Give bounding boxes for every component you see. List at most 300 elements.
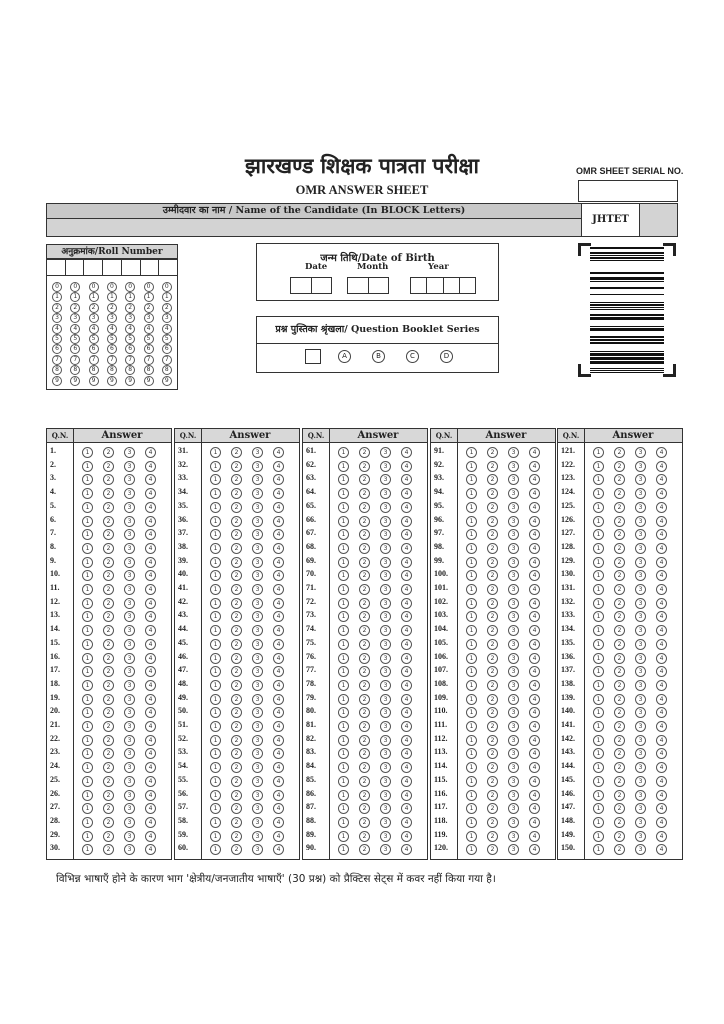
answer-bubble[interactable]: 3 [380,762,391,773]
answer-bubble[interactable]: 2 [487,502,498,513]
answer-bubble[interactable]: 3 [635,584,646,595]
answer-bubble[interactable]: 1 [338,557,349,568]
answer-bubble[interactable]: 4 [273,625,284,636]
answer-bubble[interactable]: 1 [210,680,221,691]
answer-bubble[interactable]: 2 [103,748,114,759]
answer-bubble[interactable]: 1 [338,721,349,732]
answer-bubble[interactable]: 4 [401,790,412,801]
answer-bubble[interactable]: 4 [656,694,667,705]
answer-bubble[interactable]: 4 [529,831,540,842]
answer-bubble[interactable]: 1 [82,557,93,568]
answer-bubble[interactable]: 3 [252,748,263,759]
roll-bubble[interactable]: 2 [144,303,154,313]
roll-bubble[interactable]: 2 [70,303,80,313]
answer-bubble[interactable]: 3 [380,653,391,664]
roll-bubble[interactable]: 3 [162,313,172,323]
answer-bubble[interactable]: 1 [82,625,93,636]
answer-bubble[interactable]: 4 [529,625,540,636]
answer-bubble[interactable]: 1 [82,776,93,787]
answer-bubble[interactable]: 3 [635,598,646,609]
answer-bubble[interactable]: 4 [145,502,156,513]
roll-bubble[interactable]: 8 [89,365,99,375]
answer-bubble[interactable]: 2 [103,474,114,485]
roll-bubble[interactable]: 9 [70,376,80,386]
answer-bubble[interactable]: 3 [635,790,646,801]
answer-bubble[interactable]: 4 [145,529,156,540]
answer-bubble[interactable]: 4 [273,707,284,718]
answer-bubble[interactable]: 1 [593,817,604,828]
answer-bubble[interactable]: 1 [593,790,604,801]
answer-bubble[interactable]: 1 [82,748,93,759]
answer-bubble[interactable]: 2 [359,790,370,801]
answer-bubble[interactable]: 3 [635,707,646,718]
answer-bubble[interactable]: 3 [635,474,646,485]
answer-bubble[interactable]: 1 [466,461,477,472]
answer-bubble[interactable]: 3 [380,844,391,855]
answer-bubble[interactable]: 1 [593,611,604,622]
answer-bubble[interactable]: 2 [231,721,242,732]
answer-bubble[interactable]: 1 [593,639,604,650]
answer-bubble[interactable]: 1 [593,474,604,485]
answer-bubble[interactable]: 1 [593,762,604,773]
roll-bubble[interactable]: 1 [162,292,172,302]
answer-bubble[interactable]: 3 [635,680,646,691]
answer-bubble[interactable]: 3 [508,543,519,554]
answer-bubble[interactable]: 3 [252,694,263,705]
roll-number-grid[interactable] [46,258,178,390]
roll-bubble[interactable]: 0 [89,282,99,292]
answer-bubble[interactable]: 1 [466,502,477,513]
answer-bubble[interactable]: 1 [338,447,349,458]
answer-bubble[interactable]: 1 [338,543,349,554]
roll-bubble[interactable]: 1 [107,292,117,302]
answer-bubble[interactable]: 4 [401,557,412,568]
roll-bubble[interactable]: 3 [52,313,62,323]
answer-bubble[interactable]: 3 [124,762,135,773]
answer-bubble[interactable]: 2 [359,502,370,513]
answer-bubble[interactable]: 4 [145,488,156,499]
answer-bubble[interactable]: 4 [273,639,284,650]
answer-bubble[interactable]: 4 [529,639,540,650]
answer-bubble[interactable]: 2 [103,543,114,554]
answer-bubble[interactable]: 2 [103,611,114,622]
roll-bubble[interactable]: 3 [125,313,135,323]
answer-bubble[interactable]: 1 [82,447,93,458]
answer-bubble[interactable]: 2 [359,474,370,485]
answer-bubble[interactable]: 4 [145,447,156,458]
answer-bubble[interactable]: 4 [401,803,412,814]
answer-bubble[interactable]: 3 [635,488,646,499]
answer-bubble[interactable]: 3 [380,721,391,732]
answer-bubble[interactable]: 3 [252,639,263,650]
answer-bubble[interactable]: 4 [273,570,284,581]
answer-bubble[interactable]: 1 [466,817,477,828]
answer-bubble[interactable]: 2 [614,762,625,773]
booklet-option-b[interactable]: B [372,350,385,363]
answer-bubble[interactable]: 4 [145,598,156,609]
answer-bubble[interactable]: 3 [124,748,135,759]
booklet-option-c[interactable]: C [406,350,419,363]
answer-bubble[interactable]: 4 [145,680,156,691]
answer-bubble[interactable]: 2 [487,817,498,828]
answer-bubble[interactable]: 2 [487,735,498,746]
answer-bubble[interactable]: 4 [656,748,667,759]
answer-bubble[interactable]: 4 [656,516,667,527]
answer-bubble[interactable]: 3 [380,803,391,814]
answer-bubble[interactable]: 2 [103,502,114,513]
roll-bubble[interactable]: 4 [70,324,80,334]
answer-bubble[interactable]: 4 [273,611,284,622]
answer-bubble[interactable]: 2 [487,721,498,732]
answer-bubble[interactable]: 3 [508,721,519,732]
answer-bubble[interactable]: 3 [508,680,519,691]
answer-bubble[interactable]: 3 [635,762,646,773]
answer-bubble[interactable]: 1 [338,762,349,773]
answer-bubble[interactable]: 4 [656,721,667,732]
answer-bubble[interactable]: 4 [273,721,284,732]
answer-bubble[interactable]: 1 [82,694,93,705]
answer-bubble[interactable]: 1 [338,694,349,705]
answer-bubble[interactable]: 3 [124,735,135,746]
answer-bubble[interactable]: 3 [252,474,263,485]
answer-bubble[interactable]: 2 [103,598,114,609]
answer-bubble[interactable]: 2 [359,735,370,746]
answer-bubble[interactable]: 2 [359,776,370,787]
answer-bubble[interactable]: 3 [124,625,135,636]
answer-bubble[interactable]: 4 [145,762,156,773]
answer-bubble[interactable]: 4 [656,735,667,746]
answer-bubble[interactable]: 4 [656,543,667,554]
answer-bubble[interactable]: 3 [124,653,135,664]
booklet-option-d[interactable]: D [440,350,453,363]
answer-bubble[interactable]: 2 [359,831,370,842]
answer-bubble[interactable]: 1 [82,611,93,622]
answer-bubble[interactable]: 1 [210,762,221,773]
answer-bubble[interactable]: 3 [252,529,263,540]
answer-bubble[interactable]: 4 [273,666,284,677]
answer-bubble[interactable]: 4 [273,803,284,814]
dob-month-field[interactable] [347,277,389,294]
answer-bubble[interactable]: 2 [231,776,242,787]
answer-bubble[interactable]: 1 [210,447,221,458]
answer-bubble[interactable]: 2 [359,803,370,814]
answer-bubble[interactable]: 2 [231,762,242,773]
answer-bubble[interactable]: 3 [508,666,519,677]
answer-bubble[interactable]: 2 [487,625,498,636]
answer-bubble[interactable]: 3 [508,639,519,650]
roll-bubble[interactable]: 9 [52,376,62,386]
answer-bubble[interactable]: 1 [593,735,604,746]
answer-bubble[interactable]: 2 [614,666,625,677]
answer-bubble[interactable]: 3 [508,474,519,485]
answer-bubble[interactable]: 4 [145,639,156,650]
answer-bubble[interactable]: 1 [593,543,604,554]
answer-bubble[interactable]: 1 [210,776,221,787]
answer-bubble[interactable]: 2 [614,584,625,595]
answer-bubble[interactable]: 3 [635,557,646,568]
answer-bubble[interactable]: 4 [401,474,412,485]
answer-bubble[interactable]: 1 [82,721,93,732]
answer-bubble[interactable]: 2 [487,639,498,650]
answer-bubble[interactable]: 4 [145,584,156,595]
answer-bubble[interactable]: 4 [145,735,156,746]
answer-bubble[interactable]: 4 [145,611,156,622]
answer-bubble[interactable]: 3 [252,570,263,581]
answer-bubble[interactable]: 4 [656,625,667,636]
answer-bubble[interactable]: 4 [656,803,667,814]
roll-bubble[interactable]: 9 [125,376,135,386]
answer-bubble[interactable]: 3 [380,817,391,828]
answer-bubble[interactable]: 3 [635,653,646,664]
answer-bubble[interactable]: 1 [593,680,604,691]
answer-bubble[interactable]: 3 [635,502,646,513]
answer-bubble[interactable]: 4 [145,844,156,855]
answer-bubble[interactable]: 2 [487,461,498,472]
answer-bubble[interactable]: 2 [487,831,498,842]
answer-bubble[interactable]: 1 [82,844,93,855]
answer-bubble[interactable]: 1 [82,707,93,718]
answer-bubble[interactable]: 4 [145,570,156,581]
answer-bubble[interactable]: 1 [593,529,604,540]
answer-bubble[interactable]: 2 [103,735,114,746]
answer-bubble[interactable]: 3 [252,557,263,568]
answer-bubble[interactable]: 1 [338,516,349,527]
answer-bubble[interactable]: 4 [273,529,284,540]
answer-bubble[interactable]: 4 [529,653,540,664]
answer-bubble[interactable]: 3 [124,694,135,705]
roll-number-boxes[interactable] [47,259,177,276]
answer-bubble[interactable]: 3 [252,803,263,814]
answer-bubble[interactable]: 1 [466,516,477,527]
answer-bubble[interactable]: 4 [401,461,412,472]
answer-bubble[interactable]: 3 [252,817,263,828]
answer-bubble[interactable]: 3 [124,543,135,554]
answer-bubble[interactable]: 4 [529,762,540,773]
answer-bubble[interactable]: 3 [252,488,263,499]
answer-bubble[interactable]: 1 [210,666,221,677]
answer-bubble[interactable]: 4 [273,557,284,568]
answer-bubble[interactable]: 3 [508,735,519,746]
answer-bubble[interactable]: 2 [103,790,114,801]
roll-bubble[interactable]: 6 [125,344,135,354]
answer-bubble[interactable]: 1 [82,817,93,828]
answer-bubble[interactable]: 3 [635,543,646,554]
answer-bubble[interactable]: 2 [231,639,242,650]
answer-bubble[interactable]: 2 [614,639,625,650]
answer-bubble[interactable]: 4 [529,666,540,677]
answer-bubble[interactable]: 2 [231,557,242,568]
answer-bubble[interactable]: 3 [380,748,391,759]
answer-bubble[interactable]: 1 [210,707,221,718]
answer-bubble[interactable]: 3 [380,790,391,801]
answer-bubble[interactable]: 2 [614,748,625,759]
answer-bubble[interactable]: 4 [401,529,412,540]
answer-bubble[interactable]: 2 [103,666,114,677]
answer-bubble[interactable]: 2 [231,611,242,622]
answer-bubble[interactable]: 1 [593,598,604,609]
answer-bubble[interactable]: 3 [252,461,263,472]
answer-bubble[interactable]: 4 [273,584,284,595]
answer-bubble[interactable]: 4 [529,611,540,622]
answer-bubble[interactable]: 3 [380,516,391,527]
answer-bubble[interactable]: 2 [359,488,370,499]
answer-bubble[interactable]: 2 [359,653,370,664]
answer-bubble[interactable]: 2 [614,790,625,801]
answer-bubble[interactable]: 3 [252,762,263,773]
roll-bubble[interactable]: 3 [144,313,154,323]
answer-bubble[interactable]: 2 [614,447,625,458]
answer-bubble[interactable]: 2 [231,817,242,828]
answer-bubble[interactable]: 3 [124,502,135,513]
answer-bubble[interactable]: 1 [593,625,604,636]
roll-bubble[interactable]: 5 [52,334,62,344]
answer-bubble[interactable]: 3 [380,502,391,513]
answer-bubble[interactable]: 2 [614,529,625,540]
answer-bubble[interactable]: 3 [635,461,646,472]
roll-bubble[interactable]: 4 [52,324,62,334]
answer-bubble[interactable]: 3 [252,721,263,732]
answer-bubble[interactable]: 3 [508,844,519,855]
roll-bubble[interactable]: 3 [107,313,117,323]
answer-bubble[interactable]: 2 [614,461,625,472]
answer-bubble[interactable]: 3 [380,461,391,472]
answer-bubble[interactable]: 2 [231,748,242,759]
answer-bubble[interactable]: 1 [593,502,604,513]
roll-bubble[interactable]: 4 [107,324,117,334]
answer-bubble[interactable]: 2 [487,694,498,705]
answer-bubble[interactable]: 2 [231,694,242,705]
answer-bubble[interactable]: 1 [466,707,477,718]
answer-bubble[interactable]: 4 [401,611,412,622]
answer-bubble[interactable]: 1 [466,474,477,485]
answer-bubble[interactable]: 1 [210,803,221,814]
answer-bubble[interactable]: 2 [231,584,242,595]
answer-bubble[interactable]: 4 [273,762,284,773]
answer-bubble[interactable]: 1 [466,666,477,677]
answer-bubble[interactable]: 3 [124,707,135,718]
answer-bubble[interactable]: 3 [380,598,391,609]
answer-bubble[interactable]: 1 [466,735,477,746]
answer-bubble[interactable]: 4 [145,707,156,718]
answer-bubble[interactable]: 4 [529,584,540,595]
answer-bubble[interactable]: 2 [487,844,498,855]
answer-bubble[interactable]: 4 [529,447,540,458]
answer-bubble[interactable]: 1 [338,570,349,581]
answer-bubble[interactable]: 4 [656,502,667,513]
answer-bubble[interactable]: 2 [103,529,114,540]
answer-bubble[interactable]: 4 [273,694,284,705]
answer-bubble[interactable]: 4 [529,598,540,609]
roll-bubble[interactable]: 0 [144,282,154,292]
answer-bubble[interactable]: 1 [338,666,349,677]
answer-bubble[interactable]: 2 [487,543,498,554]
answer-bubble[interactable]: 3 [252,543,263,554]
answer-bubble[interactable]: 4 [656,461,667,472]
answer-bubble[interactable]: 2 [359,666,370,677]
answer-bubble[interactable]: 4 [656,790,667,801]
answer-bubble[interactable]: 3 [252,844,263,855]
answer-bubble[interactable]: 3 [380,776,391,787]
answer-bubble[interactable]: 3 [252,707,263,718]
answer-bubble[interactable]: 3 [635,844,646,855]
answer-bubble[interactable]: 3 [124,584,135,595]
answer-bubble[interactable]: 4 [529,680,540,691]
roll-bubble[interactable]: 1 [144,292,154,302]
answer-bubble[interactable]: 1 [338,844,349,855]
answer-bubble[interactable]: 1 [210,516,221,527]
answer-bubble[interactable]: 1 [338,502,349,513]
answer-bubble[interactable]: 2 [359,598,370,609]
answer-bubble[interactable]: 3 [252,584,263,595]
answer-bubble[interactable]: 3 [124,447,135,458]
answer-bubble[interactable]: 3 [124,666,135,677]
answer-bubble[interactable]: 3 [508,653,519,664]
answer-bubble[interactable]: 3 [124,639,135,650]
answer-bubble[interactable]: 3 [635,735,646,746]
answer-bubble[interactable]: 2 [103,844,114,855]
answer-bubble[interactable]: 1 [210,625,221,636]
answer-bubble[interactable]: 1 [82,639,93,650]
answer-bubble[interactable]: 3 [508,529,519,540]
answer-bubble[interactable]: 1 [210,543,221,554]
answer-bubble[interactable]: 3 [124,474,135,485]
answer-bubble[interactable]: 1 [210,570,221,581]
answer-bubble[interactable]: 4 [145,653,156,664]
roll-bubble[interactable]: 6 [162,344,172,354]
answer-bubble[interactable]: 1 [210,474,221,485]
answer-bubble[interactable]: 3 [252,653,263,664]
answer-bubble[interactable]: 1 [466,748,477,759]
roll-bubble[interactable]: 6 [52,344,62,354]
answer-bubble[interactable]: 2 [103,570,114,581]
answer-bubble[interactable]: 3 [635,776,646,787]
answer-bubble[interactable]: 4 [529,557,540,568]
answer-bubble[interactable]: 1 [210,653,221,664]
answer-bubble[interactable]: 3 [508,831,519,842]
roll-bubble[interactable]: 0 [52,282,62,292]
answer-bubble[interactable]: 1 [210,748,221,759]
answer-bubble[interactable]: 2 [614,735,625,746]
answer-bubble[interactable]: 4 [145,748,156,759]
answer-bubble[interactable]: 3 [635,817,646,828]
answer-bubble[interactable]: 3 [124,680,135,691]
answer-bubble[interactable]: 2 [359,543,370,554]
answer-bubble[interactable]: 2 [359,721,370,732]
answer-bubble[interactable]: 4 [656,653,667,664]
answer-bubble[interactable]: 1 [593,776,604,787]
answer-bubble[interactable]: 3 [508,516,519,527]
roll-bubble[interactable]: 2 [52,303,62,313]
answer-bubble[interactable]: 4 [401,666,412,677]
answer-bubble[interactable]: 1 [466,790,477,801]
answer-bubble[interactable]: 4 [656,707,667,718]
answer-bubble[interactable]: 1 [338,474,349,485]
answer-bubble[interactable]: 4 [145,474,156,485]
answer-bubble[interactable]: 3 [124,598,135,609]
answer-bubble[interactable]: 4 [656,488,667,499]
answer-bubble[interactable]: 1 [338,817,349,828]
answer-bubble[interactable]: 3 [124,557,135,568]
answer-bubble[interactable]: 3 [124,516,135,527]
answer-bubble[interactable]: 4 [529,803,540,814]
answer-bubble[interactable]: 4 [529,516,540,527]
answer-bubble[interactable]: 2 [487,762,498,773]
answer-bubble[interactable]: 3 [508,748,519,759]
answer-bubble[interactable]: 3 [252,447,263,458]
answer-bubble[interactable]: 2 [103,625,114,636]
answer-bubble[interactable]: 4 [273,680,284,691]
roll-bubble[interactable]: 8 [70,365,80,375]
